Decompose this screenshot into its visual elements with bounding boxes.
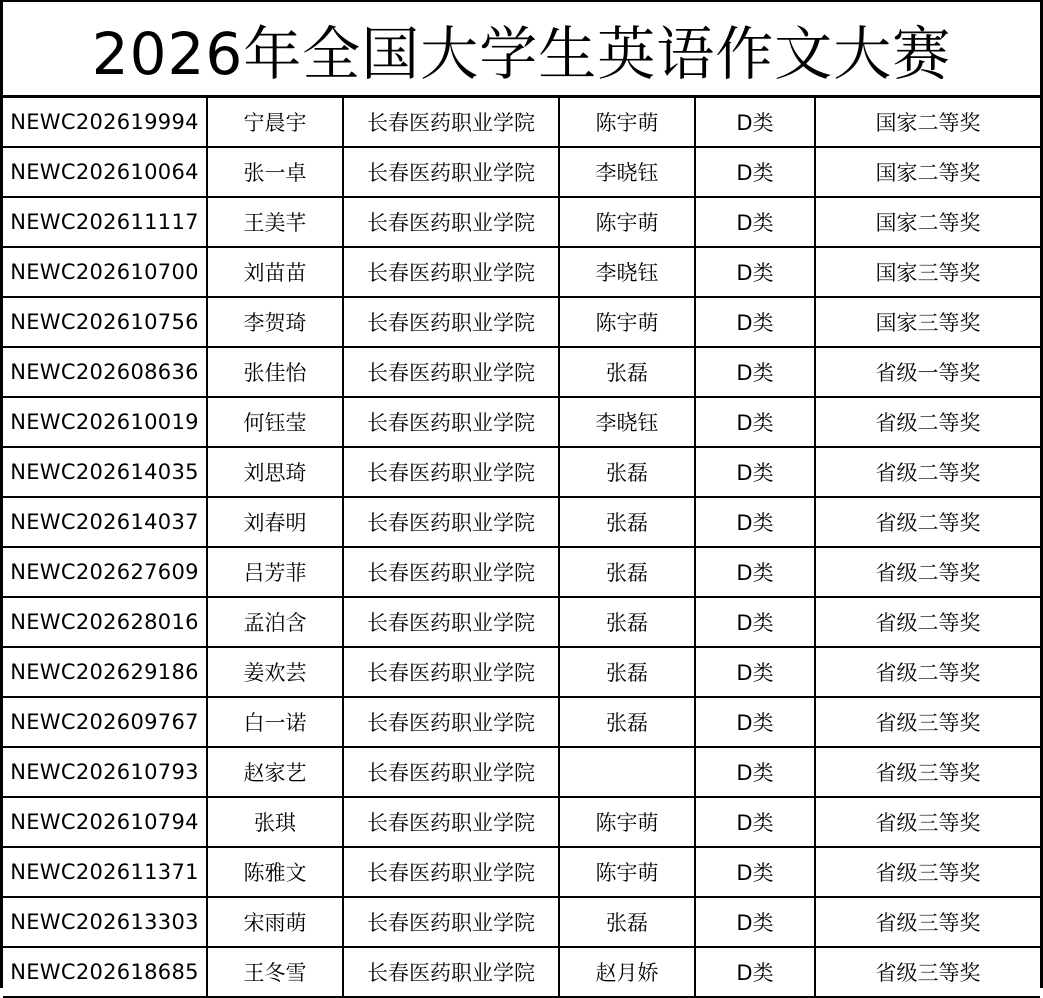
entry-id-cell: NEWC202611371 (3, 847, 207, 897)
award-cell: 国家三等奖 (815, 247, 1040, 297)
award-cell: 省级二等奖 (815, 447, 1040, 497)
table-row (3, 447, 1040, 497)
entry-id-cell: NEWC202609767 (3, 697, 207, 747)
school-cell: 长春医药职业学院 (343, 747, 559, 797)
category-cell: D类 (695, 447, 815, 497)
table-row (3, 197, 1040, 247)
table-row (3, 347, 1040, 397)
table-row (3, 98, 1040, 147)
student-name-cell: 张佳怡 (207, 347, 343, 397)
table-row (3, 497, 1040, 547)
student-name-cell: 张琪 (207, 797, 343, 847)
award-cell: 省级二等奖 (815, 547, 1040, 597)
entry-id-cell: NEWC202611117 (3, 197, 207, 247)
student-name-cell: 刘思琦 (207, 447, 343, 497)
table-row (3, 797, 1040, 847)
school-cell: 长春医药职业学院 (343, 247, 559, 297)
teacher-cell: 张磊 (559, 597, 695, 647)
teacher-cell: 张磊 (559, 347, 695, 397)
teacher-cell: 陈宇萌 (559, 98, 695, 147)
table-row (3, 297, 1040, 347)
teacher-cell: 张磊 (559, 497, 695, 547)
table-row (3, 747, 1040, 797)
award-cell: 省级二等奖 (815, 397, 1040, 447)
entry-id-cell: NEWC202610064 (3, 147, 207, 197)
category-cell: D类 (695, 647, 815, 697)
school-cell: 长春医药职业学院 (343, 497, 559, 547)
student-name-cell: 李贺琦 (207, 297, 343, 347)
category-cell: D类 (695, 547, 815, 597)
category-cell: D类 (695, 597, 815, 647)
entry-id-cell: NEWC202608636 (3, 347, 207, 397)
category-cell: D类 (695, 347, 815, 397)
entry-id-cell: NEWC202613303 (3, 897, 207, 947)
table-row (3, 647, 1040, 697)
student-name-cell: 何钰莹 (207, 397, 343, 447)
award-cell: 省级二等奖 (815, 647, 1040, 697)
category-cell: D类 (695, 847, 815, 897)
student-name-cell: 姜欢芸 (207, 647, 343, 697)
entry-id-cell: NEWC202614037 (3, 497, 207, 547)
award-cell: 省级三等奖 (815, 847, 1040, 897)
entry-id-cell: NEWC202629186 (3, 647, 207, 697)
table-row (3, 397, 1040, 447)
school-cell: 长春医药职业学院 (343, 897, 559, 947)
teacher-cell: 张磊 (559, 547, 695, 597)
school-cell: 长春医药职业学院 (343, 197, 559, 247)
student-name-cell: 王美芊 (207, 197, 343, 247)
entry-id-cell: NEWC202610794 (3, 797, 207, 847)
teacher-cell: 陈宇萌 (559, 297, 695, 347)
entry-id-cell: NEWC202614035 (3, 447, 207, 497)
results-table-body (3, 98, 1040, 997)
award-cell: 省级二等奖 (815, 597, 1040, 647)
entry-id-cell: NEWC202627609 (3, 547, 207, 597)
category-cell: D类 (695, 297, 815, 347)
student-name-cell: 白一诺 (207, 697, 343, 747)
award-cell: 省级三等奖 (815, 947, 1040, 997)
teacher-cell: 张磊 (559, 897, 695, 947)
school-cell: 长春医药职业学院 (343, 947, 559, 997)
teacher-cell: 李晓钰 (559, 397, 695, 447)
teacher-cell: 张磊 (559, 447, 695, 497)
award-cell: 国家三等奖 (815, 297, 1040, 347)
table-row (3, 547, 1040, 597)
teacher-cell: 李晓钰 (559, 147, 695, 197)
award-cell: 省级三等奖 (815, 897, 1040, 947)
entry-id-cell: NEWC202610756 (3, 297, 207, 347)
award-cell: 省级二等奖 (815, 497, 1040, 547)
student-name-cell: 赵家艺 (207, 747, 343, 797)
school-cell: 长春医药职业学院 (343, 397, 559, 447)
category-cell: D类 (695, 747, 815, 797)
student-name-cell: 刘春明 (207, 497, 343, 547)
table-row (3, 847, 1040, 897)
award-cell: 国家二等奖 (815, 147, 1040, 197)
table-row (3, 247, 1040, 297)
category-cell: D类 (695, 797, 815, 847)
category-cell: D类 (695, 697, 815, 747)
award-cell: 省级三等奖 (815, 797, 1040, 847)
school-cell: 长春医药职业学院 (343, 147, 559, 197)
page-title: 2026年全国大学生英语作文大赛 (3, 0, 1040, 98)
table-row (3, 897, 1040, 947)
entry-id-cell: NEWC202618685 (3, 947, 207, 997)
entry-id-cell: NEWC202619994 (3, 98, 207, 147)
category-cell: D类 (695, 497, 815, 547)
category-cell: D类 (695, 98, 815, 147)
school-cell: 长春医药职业学院 (343, 547, 559, 597)
entry-id-cell: NEWC202628016 (3, 597, 207, 647)
student-name-cell: 宋雨萌 (207, 897, 343, 947)
student-name-cell: 宁晨宇 (207, 98, 343, 147)
teacher-cell: 赵月娇 (559, 947, 695, 997)
teacher-cell: 李晓钰 (559, 247, 695, 297)
results-table (3, 98, 1040, 998)
student-name-cell: 张一卓 (207, 147, 343, 197)
category-cell: D类 (695, 247, 815, 297)
teacher-cell: 陈宇萌 (559, 197, 695, 247)
category-cell: D类 (695, 897, 815, 947)
school-cell: 长春医药职业学院 (343, 297, 559, 347)
award-cell: 省级一等奖 (815, 347, 1040, 397)
teacher-cell: 陈宇萌 (559, 797, 695, 847)
entry-id-cell: NEWC202610793 (3, 747, 207, 797)
teacher-cell: 张磊 (559, 697, 695, 747)
table-row (3, 147, 1040, 197)
entry-id-cell: NEWC202610700 (3, 247, 207, 297)
student-name-cell: 吕芳菲 (207, 547, 343, 597)
award-cell: 国家二等奖 (815, 197, 1040, 247)
school-cell: 长春医药职业学院 (343, 797, 559, 847)
teacher-cell: 张磊 (559, 647, 695, 697)
table-row (3, 947, 1040, 997)
school-cell: 长春医药职业学院 (343, 847, 559, 897)
school-cell: 长春医药职业学院 (343, 447, 559, 497)
table-row (3, 697, 1040, 747)
award-cell: 国家二等奖 (815, 98, 1040, 147)
category-cell: D类 (695, 947, 815, 997)
category-cell: D类 (695, 197, 815, 247)
student-name-cell: 孟泊含 (207, 597, 343, 647)
award-cell: 省级三等奖 (815, 747, 1040, 797)
category-cell: D类 (695, 397, 815, 447)
student-name-cell: 王冬雪 (207, 947, 343, 997)
school-cell: 长春医药职业学院 (343, 347, 559, 397)
school-cell: 长春医药职业学院 (343, 597, 559, 647)
teacher-cell: 陈宇萌 (559, 847, 695, 897)
student-name-cell: 刘苗苗 (207, 247, 343, 297)
school-cell: 长春医药职业学院 (343, 647, 559, 697)
entry-id-cell: NEWC202610019 (3, 397, 207, 447)
school-cell: 长春医药职业学院 (343, 697, 559, 747)
table-row (3, 597, 1040, 647)
student-name-cell: 陈雅文 (207, 847, 343, 897)
school-cell: 长春医药职业学院 (343, 98, 559, 147)
teacher-cell (559, 747, 695, 797)
category-cell: D类 (695, 147, 815, 197)
award-cell: 省级三等奖 (815, 697, 1040, 747)
